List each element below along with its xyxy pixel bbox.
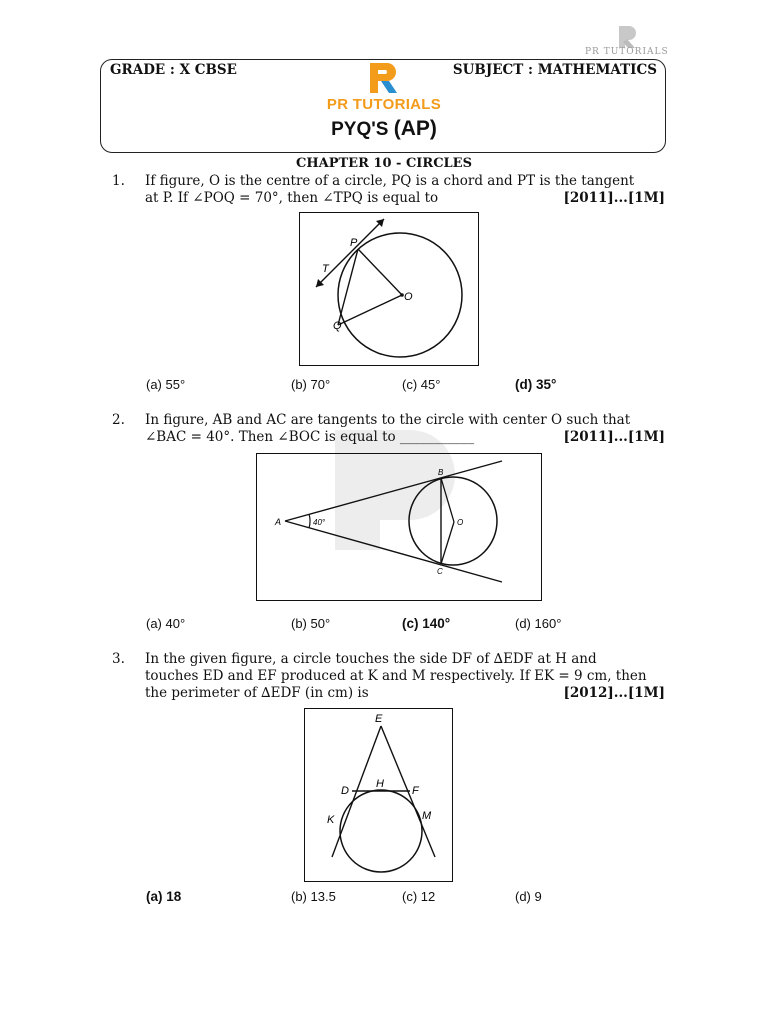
label-angle: 40° <box>313 518 326 527</box>
option-d: (d) 160° <box>515 616 562 631</box>
label-o: O <box>404 291 413 303</box>
tangent-ab <box>285 461 502 521</box>
angle-arc <box>309 514 310 528</box>
chapter-title: CHAPTER 10 - CIRCLES <box>296 156 472 171</box>
label-m: M <box>422 810 432 822</box>
label-h: H <box>376 778 384 790</box>
option-c: (c) 45° <box>402 377 441 392</box>
brand-name: PR TUTORIALS <box>326 96 442 113</box>
radius-oq <box>338 295 402 325</box>
figure-2 <box>256 453 542 601</box>
pr-tutorials-logo-icon <box>367 62 401 94</box>
year-mark-tag: [2011]...[1M] <box>563 190 665 206</box>
option-a: (a) 55° <box>146 377 186 392</box>
option-b: (b) 50° <box>291 616 331 631</box>
option-d-correct: (d) 35° <box>515 377 557 392</box>
label-p: P <box>350 237 358 249</box>
label-t: T <box>322 263 329 275</box>
year-mark-tag: [2011]...[1M] <box>563 429 665 445</box>
question-text: In the given figure, a circle touches the side DF of ∆EDF at H and <box>145 651 597 667</box>
question-number: 1. <box>112 173 125 189</box>
option-d: (d) 9 <box>515 889 542 904</box>
option-b: (b) 70° <box>291 377 331 392</box>
radius-op <box>358 249 402 295</box>
radius-oc <box>441 522 454 564</box>
figure-1-diagram <box>300 213 478 365</box>
label-f: F <box>412 785 419 797</box>
subject-label: SUBJECT : MATHEMATICS <box>452 62 657 78</box>
label-o: O <box>457 518 464 527</box>
label-e: E <box>375 713 383 725</box>
option-a-correct: (a) 18 <box>146 889 182 904</box>
tangent-ac <box>285 521 502 582</box>
figure-3-diagram <box>305 709 452 881</box>
circle <box>409 477 497 565</box>
figure-1 <box>299 212 479 366</box>
question-text: In figure, AB and AC are tangents to the circle with center O such that <box>145 412 631 428</box>
question-text: If figure, O is the centre of a circle, PQ is a chord and PT is the tangent <box>145 173 635 189</box>
question-number: 2. <box>112 412 125 428</box>
circle <box>340 790 422 872</box>
label-a: A <box>275 517 282 527</box>
document-title-suffix: (AP) <box>393 117 437 140</box>
question-number: 3. <box>112 651 125 667</box>
label-d: D <box>341 785 349 797</box>
watermark-text: PR TUTORIALS <box>585 47 669 57</box>
document-title-prefix: PYQ'S <box>331 119 389 140</box>
label-q: Q <box>333 320 342 332</box>
figure-3 <box>304 708 453 882</box>
question-text: the perimeter of ∆EDF (in cm) is <box>145 685 369 701</box>
label-b: B <box>438 468 444 477</box>
question-text: ∠BAC = 40°. Then ∠BOC is equal to ___________ <box>145 429 475 445</box>
year-mark-tag: [2012]...[1M] <box>563 685 665 701</box>
question-text: at P. If ∠POQ = 70°, then ∠TPQ is equal to <box>145 190 439 206</box>
label-c: C <box>437 567 443 576</box>
option-a: (a) 40° <box>146 616 186 631</box>
figure-2-diagram <box>257 454 541 600</box>
label-k: K <box>327 814 335 826</box>
document-title <box>0 117 768 141</box>
grade-label: GRADE : X CBSE <box>110 62 237 78</box>
option-c-correct: (c) 140° <box>402 616 451 631</box>
option-b: (b) 13.5 <box>291 889 336 904</box>
option-c: (c) 12 <box>402 889 436 904</box>
radius-ob <box>441 478 454 522</box>
question-text: touches ED and EF produced at K and M respectively. If EK = 9 cm, then <box>145 668 647 684</box>
